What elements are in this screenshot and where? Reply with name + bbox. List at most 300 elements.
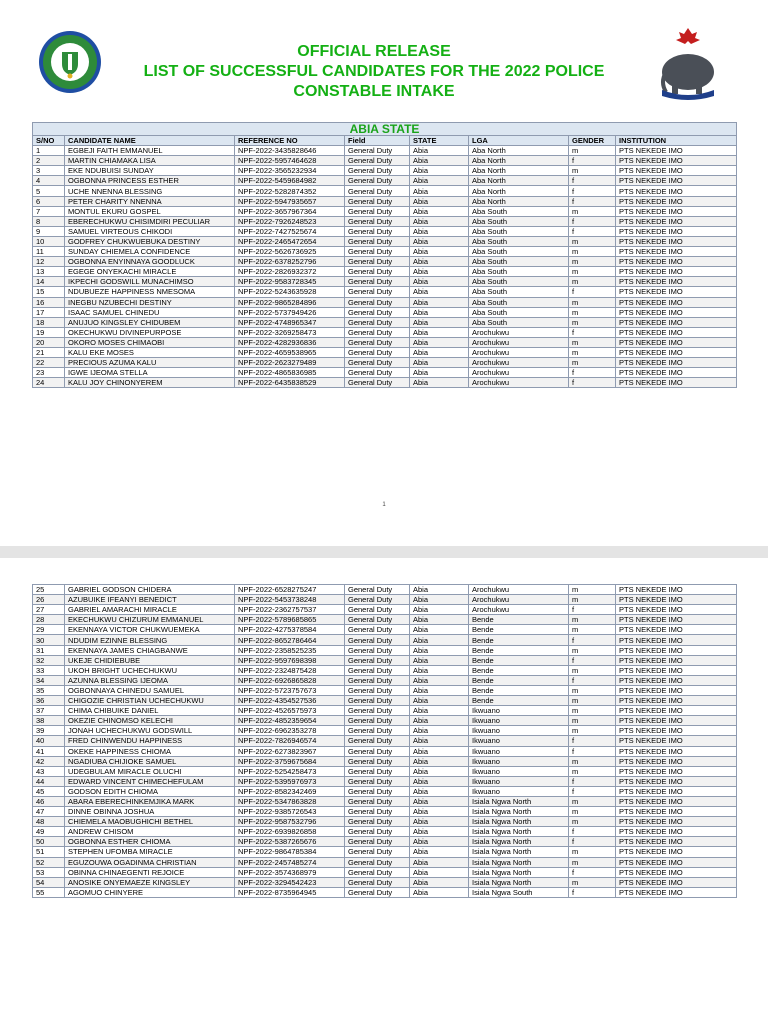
cell-institution: PTS NEKEDE IMO [616,685,737,695]
cell-candidate-name: MARTIN CHIAMAKA LISA [65,156,235,166]
cell-institution: PTS NEKEDE IMO [616,267,737,277]
cell-lga: Bende [469,696,569,706]
cell-sno: 29 [33,625,65,635]
cell-gender: m [569,317,616,327]
cell-sno: 39 [33,726,65,736]
column-header-row [33,136,737,146]
cell-institution: PTS NEKEDE IMO [616,236,737,246]
cell-institution: PTS NEKEDE IMO [616,156,737,166]
cell-candidate-name: FRED CHINWENDU HAPPINESS [65,736,235,746]
cell-candidate-name: KALU JOY CHINONYEREM [65,378,235,388]
cell-reference-no: NPF-2022-5282874352 [235,186,345,196]
cell-lga: Aba North [469,146,569,156]
cell-reference-no: NPF-2022-5957464628 [235,156,345,166]
cell-institution: PTS NEKEDE IMO [616,675,737,685]
col-header-institution: INSTITUTION [616,136,737,146]
cell-reference-no: NPF-2022-6528275247 [235,585,345,595]
cell-gender: f [569,156,616,166]
cell-reference-no: NPF-2022-6962353278 [235,726,345,736]
cell-state: Abia [410,337,469,347]
cell-lga: Aba South [469,267,569,277]
cell-gender: f [569,655,616,665]
cell-state: Abia [410,887,469,897]
cell-reference-no: NPF-2022-8582342469 [235,786,345,796]
table-row [33,786,737,796]
cell-field: General Duty [345,817,410,827]
cell-reference-no: NPF-2022-9587532796 [235,817,345,827]
cell-candidate-name: STEPHEN UFOMBA MIRACLE [65,847,235,857]
cell-institution: PTS NEKEDE IMO [616,378,737,388]
cell-institution: PTS NEKEDE IMO [616,817,737,827]
cell-gender: f [569,746,616,756]
cell-sno: 34 [33,675,65,685]
cell-gender: m [569,685,616,695]
cell-field: General Duty [345,368,410,378]
cell-lga: Aba North [469,186,569,196]
cell-state: Abia [410,585,469,595]
cell-gender: f [569,605,616,615]
cell-state: Abia [410,817,469,827]
table-row [33,206,737,216]
cell-gender: m [569,625,616,635]
cell-sno: 17 [33,307,65,317]
cell-reference-no: NPF-2022-5737949426 [235,307,345,317]
cell-gender: f [569,378,616,388]
table-row [33,796,737,806]
cell-candidate-name: EGEGE ONYEKACHI MIRACLE [65,267,235,277]
cell-reference-no: NPF-2022-3759675684 [235,756,345,766]
cell-lga: Isiala Ngwa North [469,827,569,837]
cell-field: General Duty [345,236,410,246]
cell-state: Abia [410,595,469,605]
table-row [33,756,737,766]
cell-state: Abia [410,378,469,388]
title-line-1: OFFICIAL RELEASE [297,43,451,60]
cell-sno: 40 [33,736,65,746]
cell-field: General Duty [345,297,410,307]
title-line-2: LIST OF SUCCESSFUL CANDIDATES FOR THE 2022 POLICE [143,63,605,80]
nigeria-police-crest [652,26,724,100]
cell-institution: PTS NEKEDE IMO [616,665,737,675]
cell-reference-no: NPF-2022-5254258473 [235,766,345,776]
cell-sno: 21 [33,347,65,357]
table-row [33,216,737,226]
cell-field: General Duty [345,337,410,347]
cell-candidate-name: OGBONNA PRINCESS ESTHER [65,176,235,186]
table-row [33,307,737,317]
cell-institution: PTS NEKEDE IMO [616,166,737,176]
cell-gender: m [569,257,616,267]
cell-sno: 37 [33,706,65,716]
cell-institution: PTS NEKEDE IMO [616,347,737,357]
cell-state: Abia [410,726,469,736]
cell-sno: 50 [33,837,65,847]
cell-lga: Aba North [469,176,569,186]
cell-institution: PTS NEKEDE IMO [616,776,737,786]
cell-gender: m [569,277,616,287]
cell-reference-no: NPF-2022-9385726543 [235,807,345,817]
cell-institution: PTS NEKEDE IMO [616,257,737,267]
cell-state: Abia [410,247,469,257]
cell-gender: f [569,776,616,786]
cell-gender: f [569,837,616,847]
cell-state: Abia [410,655,469,665]
cell-reference-no: NPF-2022-4659538965 [235,347,345,357]
cell-state: Abia [410,368,469,378]
cell-state: Abia [410,226,469,236]
cell-state: Abia [410,877,469,887]
cell-state: Abia [410,766,469,776]
cell-candidate-name: OKEKE HAPPINESS CHIOMA [65,746,235,756]
cell-lga: Ikwuano [469,786,569,796]
table-row [33,257,737,267]
cell-reference-no: NPF-2022-5723757673 [235,685,345,695]
cell-lga: Bende [469,645,569,655]
cell-candidate-name: UKOH BRIGHT UCHECHUKWU [65,665,235,675]
cell-reference-no: NPF-2022-5387265676 [235,837,345,847]
cell-reference-no: NPF-2022-9597698398 [235,655,345,665]
cell-candidate-name: OKECHUKWU DIVINEPURPOSE [65,327,235,337]
cell-institution: PTS NEKEDE IMO [616,176,737,186]
cell-sno: 8 [33,216,65,226]
cell-lga: Bende [469,675,569,685]
cell-state: Abia [410,685,469,695]
cell-gender: m [569,615,616,625]
cell-lga: Aba South [469,247,569,257]
cell-institution: PTS NEKEDE IMO [616,635,737,645]
cell-gender: f [569,887,616,897]
cell-candidate-name: EKECHUKWU CHIZURUM EMMANUEL [65,615,235,625]
cell-lga: Arochukwu [469,358,569,368]
cell-field: General Duty [345,317,410,327]
cell-sno: 42 [33,756,65,766]
cell-state: Abia [410,776,469,786]
cell-reference-no: NPF-2022-8652786464 [235,635,345,645]
cell-gender: m [569,817,616,827]
table-row [33,156,737,166]
cell-candidate-name: KALU EKE MOSES [65,347,235,357]
table-row [33,847,737,857]
cell-gender: m [569,337,616,347]
table-row [33,867,737,877]
cell-gender: m [569,297,616,307]
cell-institution: PTS NEKEDE IMO [616,186,737,196]
cell-candidate-name: DINNE OBINNA JOSHUA [65,807,235,817]
cell-lga: Aba South [469,226,569,236]
cell-reference-no: NPF-2022-4852359654 [235,716,345,726]
table-row [33,186,737,196]
cell-state: Abia [410,186,469,196]
cell-sno: 35 [33,685,65,695]
cell-lga: Ikwuano [469,756,569,766]
cell-reference-no: NPF-2022-2826932372 [235,267,345,277]
cell-gender: m [569,706,616,716]
cell-sno: 10 [33,236,65,246]
cell-sno: 1 [33,146,65,156]
cell-state: Abia [410,236,469,246]
cell-state: Abia [410,196,469,206]
cell-lga: Aba South [469,287,569,297]
cell-sno: 52 [33,857,65,867]
cell-sno: 13 [33,267,65,277]
cell-candidate-name: JONAH UCHECHUKWU GODSWILL [65,726,235,736]
table-row [33,327,737,337]
cell-candidate-name: NGADIUBA CHIJIOKE SAMUEL [65,756,235,766]
page-number: 1 [382,502,386,508]
cell-reference-no: NPF-2022-5626736925 [235,247,345,257]
cell-lga: Ikwuano [469,716,569,726]
cell-sno: 25 [33,585,65,595]
cell-sno: 55 [33,887,65,897]
table-row [33,696,737,706]
cell-state: Abia [410,756,469,766]
cell-candidate-name: EBERECHUKWU CHISIMDIRI PECULIAR [65,216,235,226]
cell-candidate-name: UCHE NNENNA BLESSING [65,186,235,196]
cell-field: General Duty [345,176,410,186]
cell-institution: PTS NEKEDE IMO [616,615,737,625]
cell-state: Abia [410,297,469,307]
cell-sno: 2 [33,156,65,166]
table-row [33,625,737,635]
cell-state: Abia [410,605,469,615]
cell-sno: 19 [33,327,65,337]
cell-gender: m [569,146,616,156]
cell-gender: m [569,847,616,857]
cell-sno: 14 [33,277,65,287]
cell-lga: Aba South [469,206,569,216]
cell-sno: 28 [33,615,65,625]
cell-reference-no: NPF-2022-4354527536 [235,696,345,706]
cell-gender: m [569,857,616,867]
cell-institution: PTS NEKEDE IMO [616,716,737,726]
cell-field: General Duty [345,625,410,635]
table-row [33,267,737,277]
cell-candidate-name: OGBONNA ENYINNAYA GOODLUCK [65,257,235,267]
cell-field: General Duty [345,756,410,766]
cell-reference-no: NPF-2022-6939826858 [235,827,345,837]
document-header [0,0,768,118]
cell-institution: PTS NEKEDE IMO [616,358,737,368]
cell-institution: PTS NEKEDE IMO [616,847,737,857]
table-row [33,857,737,867]
cell-field: General Duty [345,378,410,388]
cell-sno: 9 [33,226,65,236]
cell-field: General Duty [345,796,410,806]
cell-state: Abia [410,347,469,357]
cell-reference-no: NPF-2022-5347863828 [235,796,345,806]
table-row [33,277,737,287]
cell-field: General Duty [345,186,410,196]
cell-sno: 53 [33,867,65,877]
cell-gender: f [569,675,616,685]
cell-candidate-name: EGBEJI FAITH EMMANUEL [65,146,235,156]
cell-lga: Isiala Ngwa North [469,857,569,867]
cell-institution: PTS NEKEDE IMO [616,756,737,766]
cell-gender: f [569,635,616,645]
cell-candidate-name: PRECIOUS AZUMA KALU [65,358,235,368]
table-row [33,247,737,257]
col-header-reference: REFERENCE NO [235,136,345,146]
cell-state: Abia [410,216,469,226]
cell-reference-no: NPF-2022-5243635928 [235,287,345,297]
table-row [33,726,737,736]
cell-candidate-name: IGWE IJEOMA STELLA [65,368,235,378]
cell-institution: PTS NEKEDE IMO [616,625,737,635]
col-header-state: STATE [410,136,469,146]
cell-candidate-name: OGBONNAYA CHINEDU SAMUEL [65,685,235,695]
cell-field: General Duty [345,645,410,655]
cell-sno: 43 [33,766,65,776]
cell-state: Abia [410,807,469,817]
cell-field: General Duty [345,655,410,665]
cell-candidate-name: GODSON EDITH CHIOMA [65,786,235,796]
table-row [33,665,737,675]
cell-reference-no: NPF-2022-4865836985 [235,368,345,378]
table-row [33,615,737,625]
cell-sno: 49 [33,827,65,837]
cell-candidate-name: NDUBUEZE HAPPINESS NMESOMA [65,287,235,297]
cell-candidate-name: OKEZIE CHINOMSO KELECHI [65,716,235,726]
cell-institution: PTS NEKEDE IMO [616,827,737,837]
cell-field: General Duty [345,716,410,726]
cell-candidate-name: SAMUEL VIRTEOUS CHIKODI [65,226,235,236]
cell-gender: m [569,645,616,655]
cell-sno: 7 [33,206,65,216]
cell-institution: PTS NEKEDE IMO [616,337,737,347]
cell-reference-no: NPF-2022-5947935657 [235,196,345,206]
cell-lga: Aba South [469,216,569,226]
cell-state: Abia [410,796,469,806]
document-title [130,42,618,102]
cell-lga: Ikwuano [469,736,569,746]
cell-gender: m [569,206,616,216]
table-row [33,645,737,655]
cell-candidate-name: ANDREW CHISOM [65,827,235,837]
cell-lga: Aba South [469,236,569,246]
cell-state: Abia [410,786,469,796]
cell-reference-no: NPF-2022-5459684982 [235,176,345,186]
cell-candidate-name: CHIGOZIE CHRISTIAN UCHECHUKWU [65,696,235,706]
cell-sno: 11 [33,247,65,257]
cell-field: General Duty [345,726,410,736]
table-row [33,605,737,615]
table-row [33,347,737,357]
cell-candidate-name: EDWARD VINCENT CHIMECHEFULAM [65,776,235,786]
cell-sno: 30 [33,635,65,645]
cell-sno: 41 [33,746,65,756]
cell-reference-no: NPF-2022-7427525674 [235,226,345,236]
candidates-table-page-2 [32,584,737,898]
cell-reference-no: NPF-2022-4282936836 [235,337,345,347]
cell-sno: 22 [33,358,65,368]
cell-field: General Duty [345,786,410,796]
cell-state: Abia [410,827,469,837]
cell-institution: PTS NEKEDE IMO [616,736,737,746]
cell-gender: m [569,796,616,806]
cell-gender: m [569,236,616,246]
cell-lga: Aba North [469,196,569,206]
cell-state: Abia [410,736,469,746]
cell-state: Abia [410,358,469,368]
cell-gender: m [569,807,616,817]
cell-candidate-name: MONTUL EKURU GOSPEL [65,206,235,216]
table-row [33,706,737,716]
cell-sno: 38 [33,716,65,726]
cell-institution: PTS NEKEDE IMO [616,706,737,716]
cell-reference-no: NPF-2022-3435828646 [235,146,345,156]
cell-institution: PTS NEKEDE IMO [616,307,737,317]
state-heading: ABIA STATE [33,123,737,136]
cell-sno: 16 [33,297,65,307]
cell-lga: Arochukwu [469,595,569,605]
cell-gender: f [569,287,616,297]
cell-institution: PTS NEKEDE IMO [616,877,737,887]
cell-institution: PTS NEKEDE IMO [616,796,737,806]
cell-reference-no: NPF-2022-5395976973 [235,776,345,786]
cell-lga: Ikwuano [469,746,569,756]
cell-institution: PTS NEKEDE IMO [616,867,737,877]
cell-sno: 47 [33,807,65,817]
cell-gender: f [569,867,616,877]
cell-reference-no: NPF-2022-5789685865 [235,615,345,625]
table-row [33,685,737,695]
cell-institution: PTS NEKEDE IMO [616,766,737,776]
cell-institution: PTS NEKEDE IMO [616,206,737,216]
police-service-commission-logo [38,30,102,94]
col-header-name: CANDIDATE NAME [65,136,235,146]
cell-field: General Duty [345,605,410,615]
cell-field: General Duty [345,706,410,716]
cell-state: Abia [410,696,469,706]
cell-institution: PTS NEKEDE IMO [616,196,737,206]
cell-institution: PTS NEKEDE IMO [616,837,737,847]
cell-state: Abia [410,166,469,176]
cell-field: General Duty [345,837,410,847]
cell-lga: Bende [469,655,569,665]
table-row [33,236,737,246]
cell-institution: PTS NEKEDE IMO [616,595,737,605]
cell-candidate-name: INEGBU NZUBECHI DESTINY [65,297,235,307]
cell-gender: m [569,166,616,176]
cell-institution: PTS NEKEDE IMO [616,726,737,736]
cell-state: Abia [410,675,469,685]
cell-sno: 4 [33,176,65,186]
cell-institution: PTS NEKEDE IMO [616,585,737,595]
cell-reference-no: NPF-2022-6378252796 [235,257,345,267]
cell-institution: PTS NEKEDE IMO [616,146,737,156]
cell-institution: PTS NEKEDE IMO [616,277,737,287]
cell-field: General Duty [345,327,410,337]
cell-reference-no: NPF-2022-2623279489 [235,358,345,368]
cell-state: Abia [410,277,469,287]
cell-sno: 32 [33,655,65,665]
table-row [33,776,737,786]
cell-sno: 48 [33,817,65,827]
cell-lga: Aba North [469,166,569,176]
cell-candidate-name: ANOSIKE ONYEMAEZE KINGSLEY [65,877,235,887]
cell-lga: Aba South [469,277,569,287]
cell-candidate-name: AZUBUIKE IFEANYI BENEDICT [65,595,235,605]
cell-candidate-name: PETER CHARITY NNENNA [65,196,235,206]
cell-candidate-name: GODFREY CHUKWUEBUKA DESTINY [65,236,235,246]
cell-gender: m [569,766,616,776]
table-row [33,766,737,776]
cell-field: General Duty [345,267,410,277]
cell-lga: Isiala Ngwa North [469,867,569,877]
cell-field: General Duty [345,807,410,817]
cell-state: Abia [410,645,469,655]
cell-gender: m [569,696,616,706]
